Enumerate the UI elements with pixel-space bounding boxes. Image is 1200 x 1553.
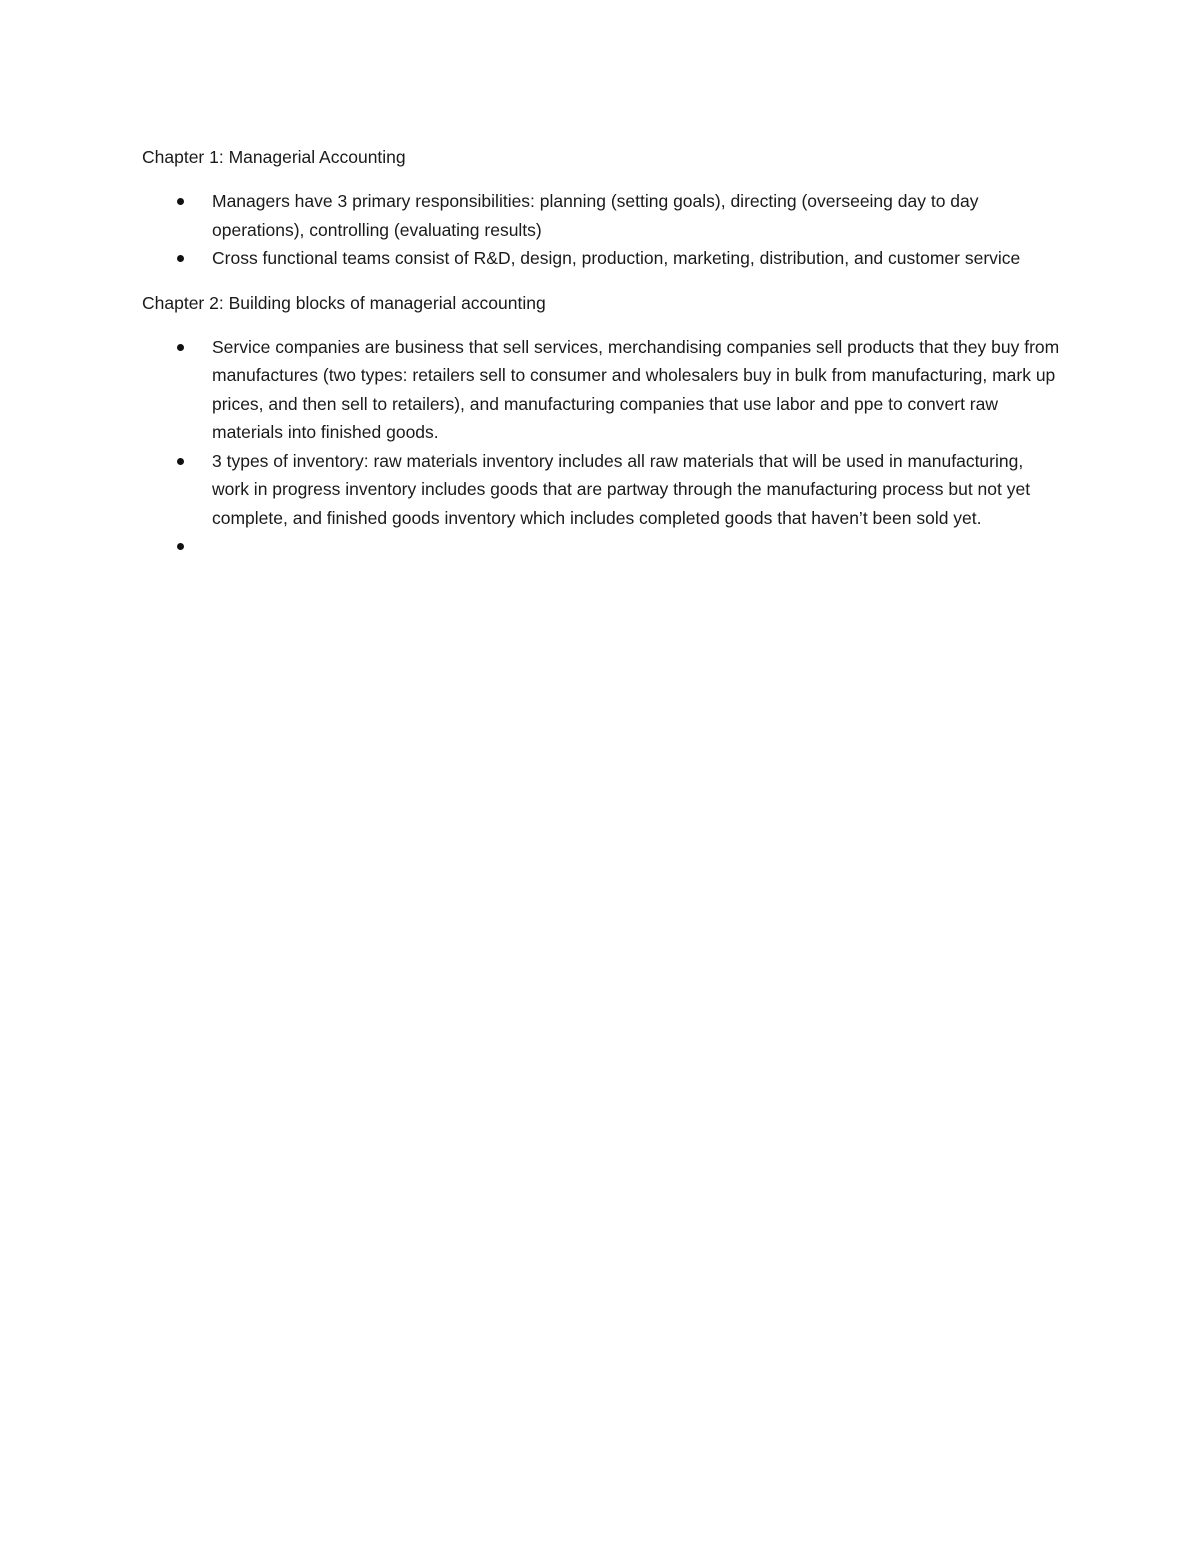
list-item-text: 3 types of inventory: raw materials inventory includes all raw materials that will be used in manufacturing, work in progress inventory includes goods that are partway through the manufacturing process but not yet complete, and finished goods inventory which includes completed goods that haven’t been sold yet. <box>212 450 1031 528</box>
bullet-icon <box>177 543 184 550</box>
bullet-icon <box>177 458 184 465</box>
bullet-icon <box>177 255 184 262</box>
list-item-text: Managers have 3 primary responsibilities: planning (setting goals), directing (overseeing day to day operations), controlling (evaluating results) <box>212 191 979 240</box>
chapter-1-bullet-list <box>142 187 1062 273</box>
bullet-icon <box>177 198 184 205</box>
document-body <box>142 143 1062 578</box>
list-item-empty <box>142 532 1062 562</box>
chapter-2-bullet-list <box>142 333 1062 563</box>
list-item-text: Service companies are business that sell services, merchandising companies sell products that they buy from manufactures (two types: retailers sell to consumer and wholesalers buy in bulk from manufacturing, mark up prices, and then sell to retailers), and manufacturing companies that use labor and ppe to convert raw materials into finished goods. <box>212 336 1060 442</box>
list-item <box>142 447 1062 533</box>
bullet-icon <box>177 344 184 351</box>
chapter-2-heading: Chapter 2: Building blocks of managerial accounting <box>142 292 546 313</box>
list-item <box>142 333 1062 447</box>
list-item <box>142 244 1062 273</box>
list-item-text: Cross functional teams consist of R&D, design, production, marketing, distribution, and customer service <box>212 248 1021 268</box>
chapter-1-heading: Chapter 1: Managerial Accounting <box>142 147 406 167</box>
list-item <box>142 187 1062 244</box>
